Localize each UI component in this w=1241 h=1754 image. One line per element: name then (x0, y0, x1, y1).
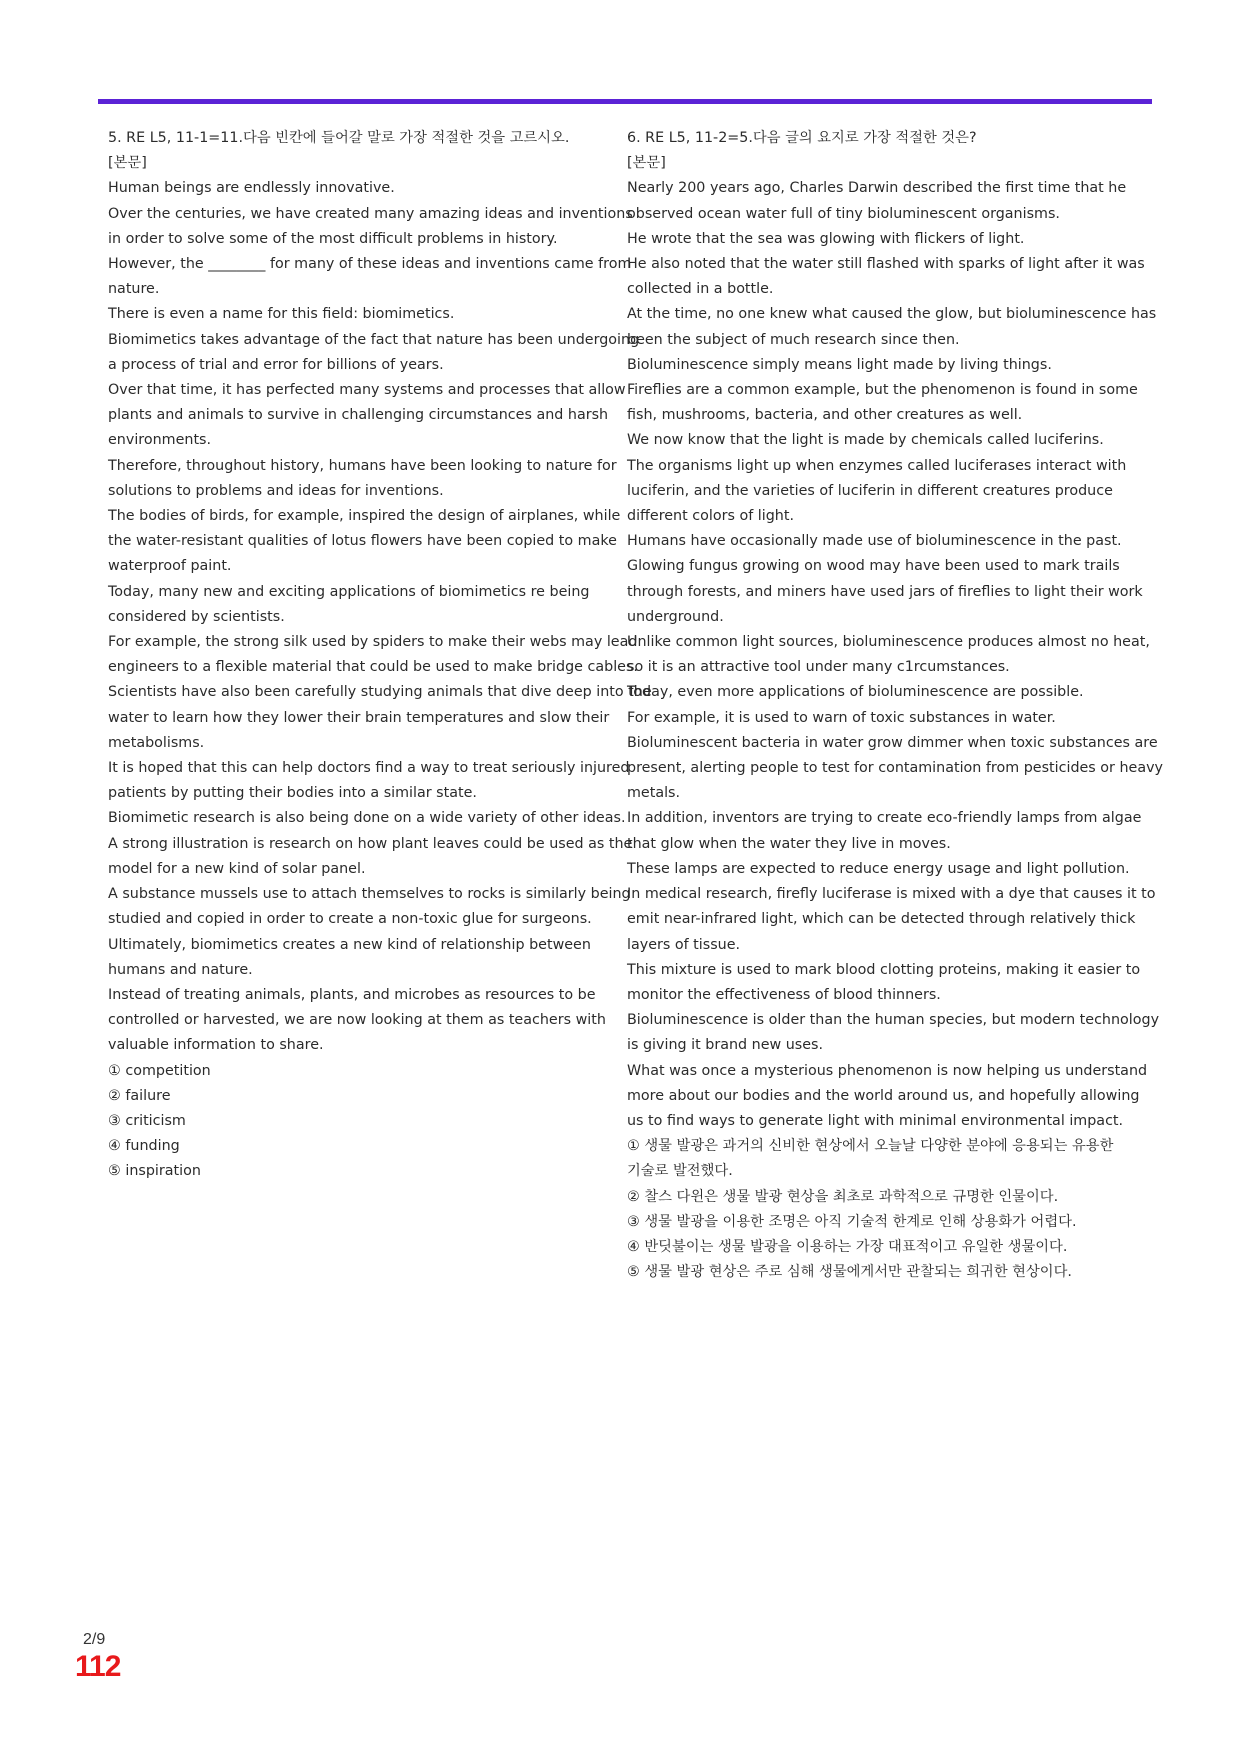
passage-line: water to learn how they lower their brain temperatures and slow their (108, 709, 610, 726)
passage-line: metabolisms. (108, 734, 205, 751)
passage-line: controlled or harvested, we are now looking at them as teachers with (108, 1012, 606, 1029)
passage-line: collected in a bottle. (627, 281, 774, 298)
passage-line: the water-resistant qualities of lotus flowers have been copied to make (108, 533, 617, 550)
answer-option: ① competition (108, 1062, 211, 1079)
passage-line: Over the centuries, we have created many amazing ideas and inventions (108, 205, 633, 222)
answer-option: ③ 생물 발광을 이용한 조명은 아직 기술적 한계로 인해 상용화가 어렵다. (627, 1213, 1077, 1230)
passage-line: monitor the effectiveness of blood thinners. (627, 986, 941, 1003)
passage-line: emit near-infrared light, which can be detected through relatively thick (627, 911, 1136, 928)
answer-option: ① 생물 발광은 과거의 신비한 현상에서 오늘날 다양한 분야에 응용되는 유용한 (627, 1138, 1114, 1155)
passage-line: It is hoped that this can help doctors find a way to treat seriously injured (108, 760, 630, 777)
passage-line: engineers to a flexible material that could be used to make bridge cables. (108, 659, 638, 676)
passage-line: A strong illustration is research on how plant leaves could be used as the (108, 835, 633, 852)
passage-line: Fireflies are a common example, but the phenomenon is found in some (627, 382, 1138, 399)
passage-line: observed ocean water full of tiny bioluminescent organisms. (627, 205, 1060, 222)
passage-line: Instead of treating animals, plants, and microbes as resources to be (108, 986, 596, 1003)
passage-line: What was once a mysterious phenomenon is now helping us understand (627, 1062, 1148, 1079)
passage-line: layers of tissue. (627, 936, 741, 953)
question-6 (627, 126, 1164, 1285)
passage-line: Bioluminescence is older than the human species, but modern technology (627, 1012, 1160, 1029)
answer-option: ③ criticism (108, 1112, 186, 1129)
passage-line: Bioluminescent bacteria in water grow dimmer when toxic substances are (627, 734, 1158, 751)
passage-line: Human beings are endlessly innovative. (108, 180, 395, 197)
passage-line: is giving it brand new uses. (627, 1037, 824, 1054)
passage-line: humans and nature. (108, 961, 253, 978)
passage-line: Ultimately, biomimetics creates a new kind of relationship between (108, 936, 591, 953)
page-counter: 2/9 (83, 1631, 106, 1648)
passage-line: For example, the strong silk used by spiders to make their webs may lead (108, 634, 638, 651)
passage-line: so it is an attractive tool under many c1rcumstances. (627, 659, 1010, 676)
passage-body (627, 176, 1164, 1134)
passage-line: Today, many new and exciting applications of biomimetics re being (108, 583, 590, 600)
passage-line: plants and animals to survive in challenging circumstances and harsh (108, 407, 609, 424)
passage-line: us to find ways to generate light with minimal environmental impact. (627, 1112, 1124, 1129)
passage-line: waterproof paint. (108, 558, 232, 575)
answer-options (627, 1134, 1143, 1285)
question-5 (108, 126, 652, 1185)
answer-option: ⑤ 생물 발광 현상은 주로 심해 생물에게서만 관찰되는 희귀한 현상이다. (627, 1264, 1072, 1281)
passage-line: Over that time, it has perfected many systems and processes that allow (108, 382, 626, 399)
page-number: 112 (75, 1650, 121, 1683)
answer-option: ② failure (108, 1087, 171, 1104)
passage-body (108, 176, 652, 1058)
answer-option: 기술로 발전했다. (627, 1163, 733, 1180)
passage-line: luciferin, and the varieties of luciferin in different creatures produce (627, 482, 1113, 499)
passage-line: different colors of light. (627, 508, 795, 525)
top-accent-rule (98, 99, 1152, 104)
answer-option: ⑤ inspiration (108, 1163, 201, 1180)
answer-options (108, 1059, 620, 1185)
passage-line: Glowing fungus growing on wood may have been used to mark trails (627, 558, 1120, 575)
passage-line: This mixture is used to mark blood clotting proteins, making it easier to (627, 961, 1141, 978)
passage-line: The organisms light up when enzymes called luciferases interact with (627, 457, 1127, 474)
passage-line: We now know that the light is made by chemicals called luciferins. (627, 432, 1104, 449)
passage-line: Humans have occasionally made use of bioluminescence in the past. (627, 533, 1122, 550)
passage-line: nature. (108, 281, 160, 298)
passage-tag: [본문] (627, 155, 666, 172)
passage-line: However, the ________ for many of these ideas and inventions came from (108, 256, 632, 273)
passage-line: These lamps are expected to reduce energy usage and light pollution. (627, 860, 1130, 877)
passage-line: been the subject of much research since then. (627, 331, 960, 348)
answer-option: ④ funding (108, 1138, 180, 1155)
question-header: 5. RE L5, 11-1=11.다음 빈칸에 들어갈 말로 가장 적절한 것을 고르시오. (108, 130, 570, 146)
passage-line: Therefore, throughout history, humans have been looking to nature for (108, 457, 617, 474)
question-header: 6. RE L5, 11-2=5.다음 글의 요지로 가장 적절한 것은? (627, 130, 977, 146)
passage-line: valuable information to share. (108, 1037, 324, 1054)
passage-line: In medical research, firefly luciferase is mixed with a dye that causes it to (627, 886, 1156, 903)
passage-line: Today, even more applications of bioluminescence are possible. (627, 684, 1084, 701)
passage-line: patients by putting their bodies into a similar state. (108, 785, 477, 802)
passage-line: Unlike common light sources, bioluminescence produces almost no heat, (627, 634, 1150, 651)
passage-line: He also noted that the water still flashed with sparks of light after it was (627, 256, 1145, 273)
passage-line: metals. (627, 785, 681, 802)
passage-line: studied and copied in order to create a non-toxic glue for surgeons. (108, 911, 592, 928)
passage-line: For example, it is used to warn of toxic substances in water. (627, 709, 1056, 726)
passage-line: He wrote that the sea was glowing with flickers of light. (627, 230, 1025, 247)
passage-line: environments. (108, 432, 212, 449)
passage-line: At the time, no one knew what caused the glow, but bioluminescence has (627, 306, 1157, 323)
passage-line: in order to solve some of the most difficult problems in history. (108, 230, 558, 247)
passage-line: more about our bodies and the world around us, and hopefully allowing (627, 1087, 1140, 1104)
passage-line: The bodies of birds, for example, inspired the design of airplanes, while (108, 508, 621, 525)
passage-line: underground. (627, 608, 724, 625)
passage-line: that glow when the water they live in moves. (627, 835, 951, 852)
passage-line: a process of trial and error for billions of years. (108, 356, 444, 373)
passage-line: solutions to problems and ideas for inventions. (108, 482, 444, 499)
answer-option: ④ 반딧불이는 생물 발광을 이용하는 가장 대표적이고 유일한 생물이다. (627, 1238, 1068, 1255)
passage-line: Nearly 200 years ago, Charles Darwin described the first time that he (627, 180, 1127, 197)
answer-option: ② 찰스 다윈은 생물 발광 현상을 최초로 과학적으로 규명한 인물이다. (627, 1188, 1059, 1205)
passage-line: Scientists have also been carefully studying animals that dive deep into the (108, 684, 652, 701)
passage-line: Biomimetics takes advantage of the fact that nature has been undergoing (108, 331, 640, 348)
passage-line: present, alerting people to test for contamination from pesticides or heavy (627, 760, 1164, 777)
passage-line: There is even a name for this field: biomimetics. (108, 306, 455, 323)
passage-line: A substance mussels use to attach themselves to rocks is similarly being (108, 886, 631, 903)
passage-tag: [본문] (108, 155, 147, 172)
passage-line: Biomimetic research is also being done on a wide variety of other ideas. (108, 810, 626, 827)
passage-line: considered by scientists. (108, 608, 285, 625)
passage-line: Bioluminescence simply means light made by living things. (627, 356, 1052, 373)
passage-line: model for a new kind of solar panel. (108, 860, 366, 877)
passage-line: In addition, inventors are trying to create eco-friendly lamps from algae (627, 810, 1142, 827)
passage-line: through forests, and miners have used jars of fireflies to light their work (627, 583, 1143, 600)
passage-line: fish, mushrooms, bacteria, and other creatures as well. (627, 407, 1023, 424)
